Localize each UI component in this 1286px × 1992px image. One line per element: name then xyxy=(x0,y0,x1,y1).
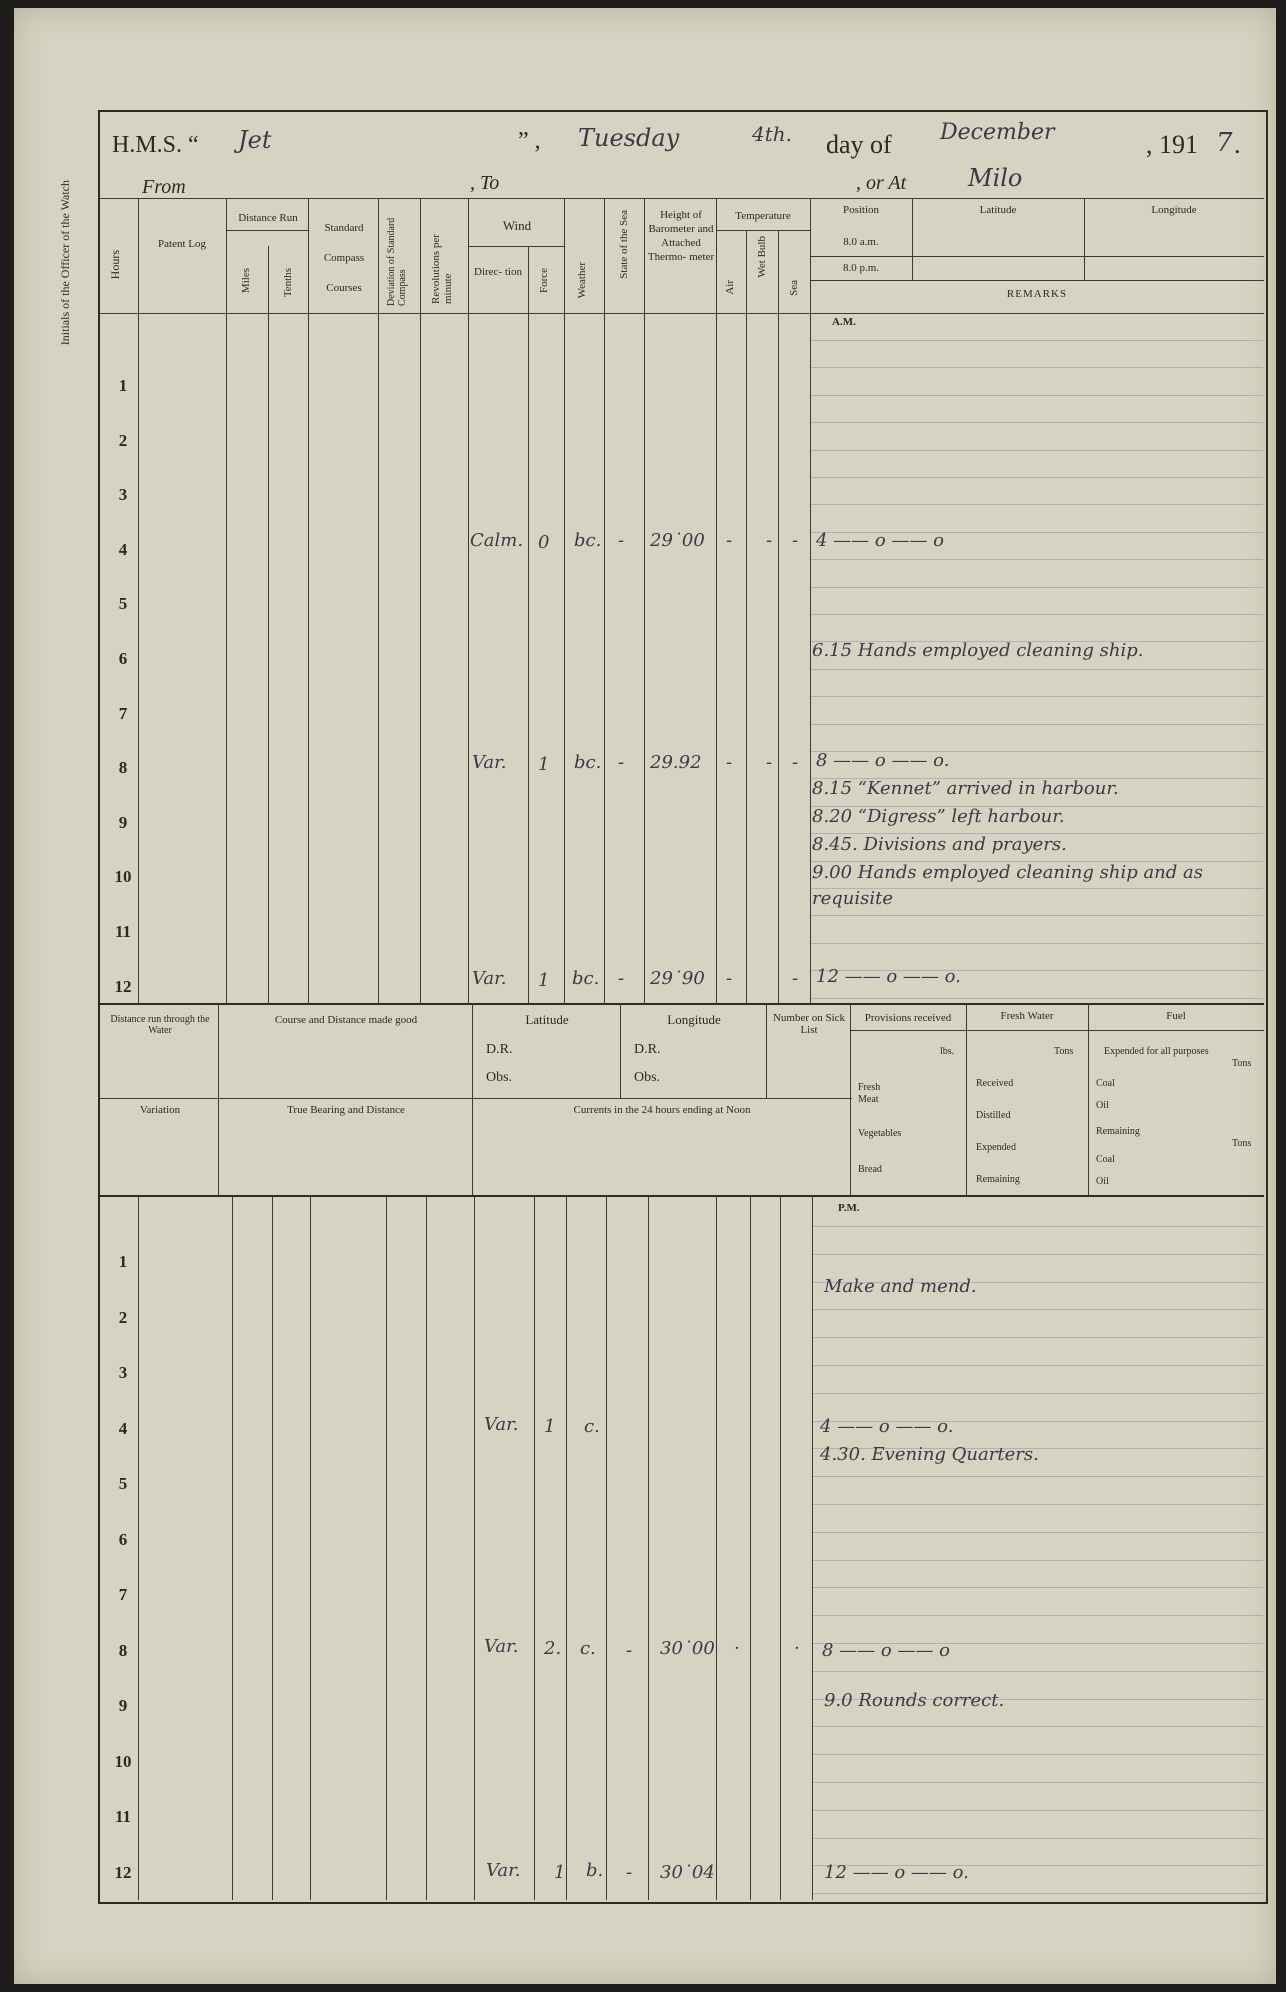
pm-r430: 4.30. Evening Quarters. xyxy=(820,1444,1039,1465)
ruled-line xyxy=(811,395,1263,396)
mid-course-dist: Course and Distance made good xyxy=(274,1014,418,1026)
pm-h12-weather: b. xyxy=(586,1860,604,1881)
ruled-line xyxy=(811,367,1263,368)
year-digit: 7 xyxy=(1216,128,1233,158)
pm-hour-5: 5 xyxy=(118,1474,128,1493)
am-r815: 8.15 “Kennet” arrived in harbour. xyxy=(812,778,1119,799)
col-air: Air xyxy=(724,280,736,295)
am-h4-sea: - xyxy=(618,530,625,551)
am-h12-sea: - xyxy=(618,968,625,989)
col-patent-log xyxy=(150,238,214,250)
mid-variation: Variation xyxy=(139,1104,181,1116)
col-wet-bulb: Wet Bulb xyxy=(756,236,768,278)
ruled-line xyxy=(813,1754,1263,1755)
pm-hour-7: 7 xyxy=(118,1585,128,1604)
ruled-line xyxy=(813,1838,1263,1839)
mid-remaining: Remaining xyxy=(976,1174,1020,1185)
am-r820: 8.20 “Digress” left harbour. xyxy=(812,806,1065,827)
pm-h8-air: · xyxy=(734,1638,740,1659)
col-longitude: Longitude xyxy=(1151,204,1197,216)
am-hour-9: 9 xyxy=(118,812,128,832)
pm-h4-weather: c. xyxy=(584,1416,600,1437)
am-hour-10: 10 xyxy=(114,867,132,887)
col-courses: Courses xyxy=(326,282,362,294)
ruled-line xyxy=(811,422,1263,423)
mid-remaining-fuel: Remaining xyxy=(1096,1126,1140,1137)
am-h12-seatemp: - xyxy=(792,968,799,989)
or-at-label: , or At xyxy=(856,172,907,194)
ruled-line xyxy=(813,1226,1263,1227)
pm-h8-sea: - xyxy=(626,1640,633,1661)
mid-sick-list: Number on Sick List xyxy=(772,1012,846,1036)
am-h4-dir: Calm. xyxy=(470,530,524,551)
mid-expended-all: Expended for all purposes xyxy=(1104,1046,1209,1057)
col-patent-log-label: Patent Log xyxy=(158,238,206,250)
mid-longitude: Longitude xyxy=(667,1012,721,1027)
am-hour-5: 5 xyxy=(118,594,128,614)
header-quote-close: ” , xyxy=(518,128,541,154)
pm-h8-dir: Var. xyxy=(484,1636,519,1657)
am-r900b: requisite xyxy=(812,888,894,909)
ruled-line xyxy=(811,696,1263,697)
am-hour-6: 6 xyxy=(118,649,128,668)
pm-label: P.M. xyxy=(838,1202,860,1214)
col-distance-run: Distance Run xyxy=(238,212,298,224)
ruled-line xyxy=(811,915,1263,916)
pm-hour-1: 1 xyxy=(118,1252,128,1271)
am-h8-air: - xyxy=(726,752,733,773)
col-deviation: Deviation of Standard Compass xyxy=(386,217,408,306)
mid-latitude: Latitude xyxy=(525,1012,569,1027)
col-hours: Hours xyxy=(108,250,122,280)
pm-h4-dir: Var. xyxy=(484,1414,519,1435)
mid-received: Received xyxy=(976,1078,1014,1089)
ruled-line xyxy=(811,943,1263,944)
ruled-line xyxy=(811,998,1263,999)
day-number: 4th. xyxy=(752,122,792,146)
ruled-line xyxy=(813,1309,1263,1310)
pm-h8-baro: 30˙00 xyxy=(660,1638,715,1659)
ruled-line xyxy=(813,1893,1263,1894)
mid-coal-1: Coal xyxy=(1096,1078,1115,1089)
ruled-line xyxy=(813,1476,1263,1477)
ruled-line xyxy=(811,477,1263,478)
am-hour-3: 3 xyxy=(118,485,128,505)
pm-hour-8: 8 xyxy=(118,1640,128,1660)
col-remarks: REMARKS xyxy=(1006,288,1068,300)
side-label: Initials of the Officer of the Watch xyxy=(58,180,72,346)
pm-hour-12: 12 xyxy=(114,1862,132,1882)
location: Milo xyxy=(968,164,1023,192)
col-sea: Sea xyxy=(788,280,800,296)
am-h12-remark: 12 —— o —— o. xyxy=(816,966,961,987)
am-h8-baro: 29.92 xyxy=(650,752,702,773)
am-h12-air: - xyxy=(726,968,733,989)
pm-h8-force: 2. xyxy=(544,1638,562,1659)
mid-lbs: lbs. xyxy=(940,1046,955,1057)
pm-hour-2: 2 xyxy=(118,1307,128,1327)
mid-coal-2: Coal xyxy=(1096,1154,1115,1165)
ruled-line xyxy=(811,504,1263,505)
am-h4-wet: - xyxy=(766,530,773,551)
col-compass: Compass xyxy=(323,252,365,264)
mid-fresh-water: Fresh Water xyxy=(1000,1010,1054,1022)
col-tenths: Tenths xyxy=(282,268,294,298)
mid-fw-tons: Tons xyxy=(1054,1046,1074,1057)
mid-fuel-tons-2: Tons xyxy=(1232,1138,1252,1149)
pm-r900: 9.0 Rounds correct. xyxy=(824,1690,1005,1711)
ruled-line xyxy=(813,1726,1263,1727)
am-hour-4: 4 xyxy=(118,539,128,559)
am-h4-air: - xyxy=(726,530,733,551)
am-h12-weather: bc. xyxy=(572,968,600,989)
col-pm-time: 8.0 p.m. xyxy=(842,262,880,274)
mid-oil-1: Oil xyxy=(1096,1100,1109,1111)
pm-r-make: Make and mend. xyxy=(824,1276,977,1297)
mid-currents: Currents in the 24 hours ending at Noon xyxy=(573,1104,751,1116)
col-am-time: 8.0 a.m. xyxy=(843,236,879,248)
am-hour-12: 12 xyxy=(114,976,132,996)
am-hour-8: 8 xyxy=(118,758,128,778)
mid-distilled: Distilled xyxy=(976,1110,1011,1121)
am-h4-force: 0 xyxy=(538,532,550,553)
weekday: Tuesday xyxy=(578,124,680,152)
pm-hour-3: 3 xyxy=(118,1363,128,1382)
pm-h8-weather: c. xyxy=(580,1638,596,1659)
ruled-line xyxy=(813,1365,1263,1366)
mid-fresh-meat: Fresh Meat xyxy=(858,1082,881,1105)
mid-dist-water: Distance run through the Water xyxy=(110,1014,210,1036)
mid-fuel-tons-1: Tons xyxy=(1232,1058,1252,1069)
mid-true-bearing: True Bearing and Distance xyxy=(287,1104,405,1116)
am-hour-11: 11 xyxy=(114,922,132,941)
ruled-line xyxy=(813,1560,1263,1561)
ruled-line xyxy=(813,1532,1263,1533)
am-h4-weather: bc. xyxy=(574,530,602,551)
am-h8-wet: - xyxy=(766,752,773,773)
mid-lon-obs: Obs. xyxy=(634,1070,661,1085)
ruled-line xyxy=(813,1671,1263,1672)
ruled-line xyxy=(811,559,1263,560)
pm-h12-baro: 30˙04 xyxy=(660,1862,715,1883)
month: December xyxy=(940,120,1055,145)
year-suffix: . xyxy=(1234,130,1241,159)
am-h12-baro: 29˙90 xyxy=(650,968,705,989)
am-h8-seatemp: - xyxy=(792,752,799,773)
col-weather: Weather xyxy=(576,262,588,299)
ruled-line xyxy=(811,587,1263,588)
am-hour-2: 2 xyxy=(118,430,128,450)
col-wind: Wind xyxy=(502,218,532,233)
am-label: A.M. xyxy=(832,316,856,328)
pm-hour-11: 11 xyxy=(114,1807,132,1826)
pm-h8-remark: 8 —— o —— o xyxy=(822,1640,951,1661)
col-position: Position xyxy=(842,204,880,216)
ruled-line xyxy=(813,1782,1263,1783)
ruled-line xyxy=(813,1587,1263,1588)
am-h8-force: 1 xyxy=(538,754,550,775)
am-r615: 6.15 Hands employed cleaning ship. xyxy=(812,640,1144,661)
to-label: , To xyxy=(470,172,500,194)
year-prefix: , 191 xyxy=(1146,130,1198,159)
ruled-line xyxy=(811,614,1263,615)
am-h4-seatemp: - xyxy=(792,530,799,551)
ruled-line xyxy=(813,1254,1263,1255)
ruled-line xyxy=(813,1504,1263,1505)
col-temperature: Temperature xyxy=(735,210,791,222)
mid-lat-dr: D.R. xyxy=(486,1042,513,1057)
pm-hour-10: 10 xyxy=(114,1751,132,1771)
mid-fuel: Fuel xyxy=(1166,1010,1186,1022)
col-state-sea: State of the Sea xyxy=(618,210,630,279)
mid-lat-obs: Obs. xyxy=(486,1070,513,1085)
ruled-line xyxy=(811,724,1263,725)
mid-lon-dr: D.R. xyxy=(634,1042,661,1057)
ruled-line xyxy=(811,450,1263,451)
col-miles: Miles xyxy=(240,268,252,294)
pm-hour-9: 9 xyxy=(118,1696,128,1715)
mid-bread: Bread xyxy=(858,1164,882,1175)
pm-hour-4: 4 xyxy=(118,1418,128,1438)
header-hms: H.M.S. “ xyxy=(112,132,199,158)
ruled-line xyxy=(813,1337,1263,1338)
ruled-line xyxy=(811,669,1263,670)
am-h12-dir: Var. xyxy=(472,968,507,989)
am-h8-dir: Var. xyxy=(472,752,507,773)
ruled-line xyxy=(813,1615,1263,1616)
day-of-label: day of xyxy=(826,130,892,159)
am-h4-baro: 29˙00 xyxy=(650,530,705,551)
col-barometer: Height of Barometer and Attached Thermo- meter xyxy=(647,209,715,263)
ship-name: Jet xyxy=(238,126,272,154)
am-hour-7: 7 xyxy=(118,703,128,723)
log-frame xyxy=(98,110,1268,1904)
mid-oil-2: Oil xyxy=(1096,1176,1109,1187)
am-h4-remark: 4 —— o —— o xyxy=(816,530,945,551)
am-r845: 8.45. Divisions and prayers. xyxy=(812,834,1067,855)
am-hour-1: 1 xyxy=(118,376,128,395)
mid-vegetables: Vegetables xyxy=(858,1128,902,1139)
am-h8-remark: 8 —— o —— o. xyxy=(816,750,950,771)
am-h8-sea: - xyxy=(618,752,625,773)
pm-h4-remark: 4 —— o —— o. xyxy=(820,1416,954,1437)
am-h12-force: 1 xyxy=(538,970,550,991)
pm-h12-force: 1 xyxy=(554,1862,566,1883)
pm-hour-6: 6 xyxy=(118,1529,128,1549)
col-latitude: Latitude xyxy=(979,204,1017,216)
am-h8-weather: bc. xyxy=(574,752,602,773)
pm-h8-wet: · xyxy=(794,1638,800,1659)
col-standard: Standard xyxy=(324,222,364,234)
col-force: Force xyxy=(538,268,550,294)
pm-h12-dir: Var. xyxy=(486,1860,521,1881)
pm-h12-sea: - xyxy=(626,1862,633,1883)
ruled-line xyxy=(813,1810,1263,1811)
pm-h4-force: 1 xyxy=(544,1416,556,1437)
pm-h12-remark: 12 —— o —— o. xyxy=(824,1862,969,1883)
mid-expended: Expended xyxy=(976,1142,1016,1153)
col-direction: Direc- tion xyxy=(474,266,522,278)
ruled-line xyxy=(811,340,1263,341)
from-label: From xyxy=(142,176,186,198)
ruled-line xyxy=(813,1393,1263,1394)
col-revolutions: Revolutions per minute xyxy=(430,234,454,304)
mid-provisions: Provisions received xyxy=(864,1012,952,1024)
am-r900: 9.00 Hands employed cleaning ship and as xyxy=(812,862,1203,883)
